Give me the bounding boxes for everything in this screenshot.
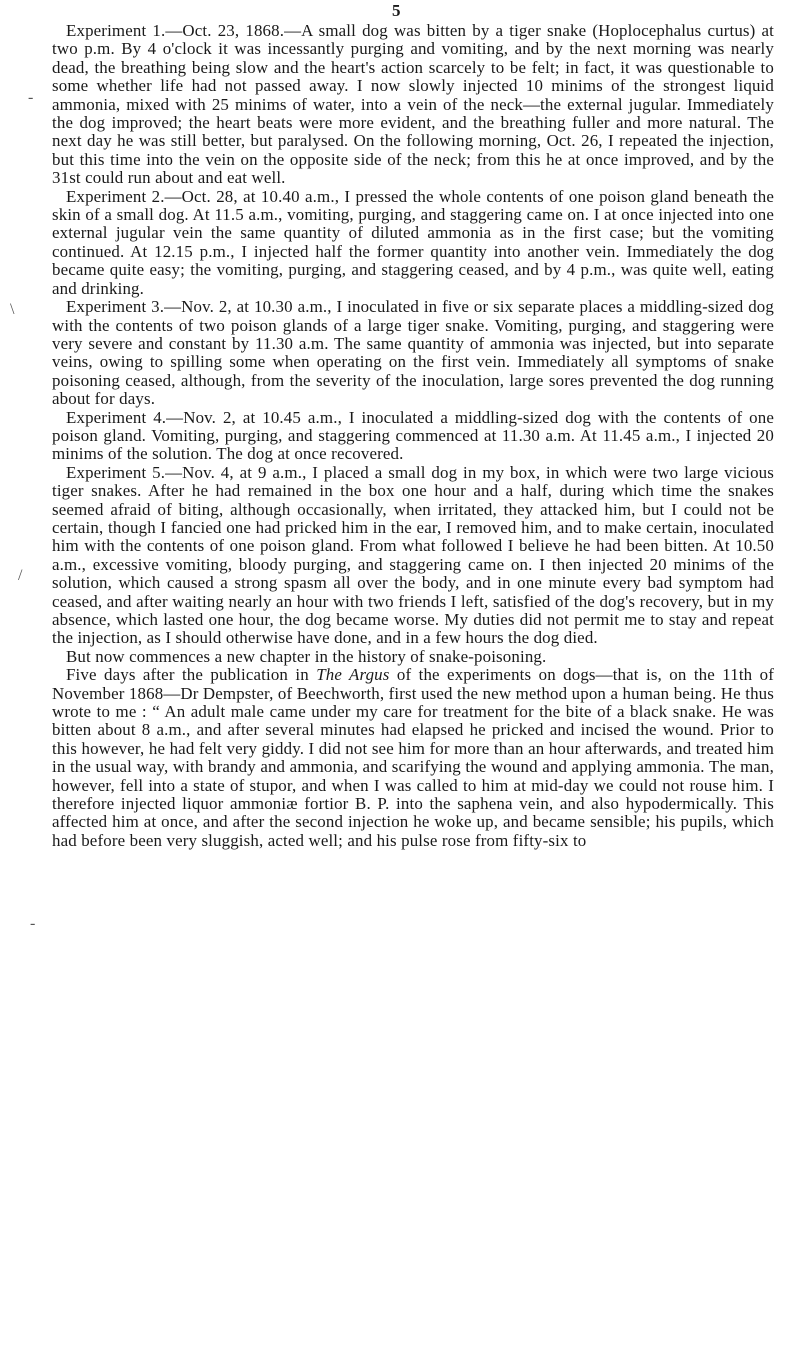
paragraph-dempster-case: [52, 666, 774, 850]
paragraph-experiment-2: Experiment 2.—Oct. 28, at 10.40 a.m., I pressed the whole contents of one poison gland beneath the skin of a small dog. At 11.5 a.m., vomiting, purging, and staggering came on. I at once injected into one external jugular vein the same quantity of diluted ammonia as in the first case; but the vomiting continued. At 12.15 p.m., I injected half the former quantity into another vein. Immediately the dog became quite easy; the vomiting, purging, and staggering ceased, and by 4 p.m., was quite well, eating and drinking.: [52, 186, 774, 298]
paragraph-experiment-5: Experiment 5.—Nov. 4, at 9 a.m., I placed a small dog in my box, in which were two large vicious tiger snakes. After he had remained in the box one hour and a half, during which time the snakes seemed afraid of biting, although occasionally, when irritated, they attacked him, but I could not be certain, though I fancied one had pricked him in the ear, I removed him, and to make certain, inoculated him with the contents of one poison gland. From what followed I believe he had been bitten. At 10.50 a.m., excessive vomiting, bloody purging, and staggering came on. I then injected 20 minims of the solution, which caused a strong spasm all over the body, and in one minute every bad symptom had ceased, and after waiting nearly an hour with two friends I left, satisfied of the dog's recovery, but in my absence, which lasted one hour, the dog became worse. My duties did not permit me to stay and repeat the injection, as I should otherwise have done, and in a few hours the dog died.: [52, 462, 774, 648]
paragraph-experiment-3: Experiment 3.—Nov. 2, at 10.30 a.m., I inoculated in five or six separate places a middling-sized dog with the contents of two poison glands of a large tiger snake. Vomiting, purging, and staggering were very severe and constant by 11.30 a.m. The same quantity of ammonia was injected, but into separate veins, owing to spilling some when operating on the first vein. Immediately all symptoms of snake poisoning ceased, although, from the severity of the inoculation, large sores prevented the dog running about for days.: [52, 297, 774, 409]
newspaper-title: The Argus: [316, 665, 390, 685]
margin-mark: /: [18, 567, 23, 584]
paragraph-experiment-1: Experiment 1.—Oct. 23, 1868.—A small dog was bitten by a tiger snake (Hoplocephalus curtus) at two p.m. By 4 o'clock it was incessantly purging and vomiting, and by the next morning was nearly dead, the breathing being slow and the heart's action scarcely to be felt; in fact, it was questionable to some whether life had not passed away. I now slowly injected 10 minims of the strongest liquid ammonia, mixed with 25 minims of water, into a vein of the neck—the external jugular. Immediately the dog improved; the heart beats were more evident, and the breathing fuller and more natural. The next day he was still better, but paralysed. On the following morning, Oct. 26, I repeated the injection, but this time into the vein on the opposite side of the neck; from this he at once improved, and by the 31st could run about and eat well.: [52, 21, 774, 188]
paragraph-new-chapter: But now commences a new chapter in the history of snake-poisoning.: [66, 646, 547, 666]
margin-mark: \: [10, 301, 15, 318]
text-span: Five days after the publication in: [66, 665, 317, 685]
body-text: [52, 22, 774, 850]
text-span: of the experiments on dogs—that is, on the 11th of November 1868—Dr Dempster, of Beechworth, first used the new method upon a human being. He thus wrote to me : “ An adult male came under my care for treatment for the bite of a black snake. He was bitten about 8 a.m., and after several minutes had elapsed he pricked and incised the wound. Prior to this however, he had felt very giddy. I did not see him for more than an hour afterwards, and treated him in the usual way, with brandy and ammonia, and scarifying the wound and applying ammonia. The man, however, fell into a state of stupor, and when I was called to him at mid-day we could not rouse him. I therefore injected liquor ammoniæ fortior B. P. into the saphena vein, and also hypodermically. This affected him at once, and after the second injection he woke up, and became sensible; his pupils, which had before been very sluggish, acted well; and his pulse rose from fifty-six to: [52, 665, 774, 850]
page-number: 5: [392, 1, 401, 20]
margin-mark: -: [30, 915, 36, 932]
margin-mark: -: [28, 89, 34, 106]
paragraph-experiment-4: Experiment 4.—Nov. 2, at 10.45 a.m., I inoculated a middling-sized dog with the contents of one poison gland. Vomiting, purging, and staggering commenced at 11.30 a.m. At 11.45 a.m., I injected 20 minims of the solution. The dog at once recovered.: [52, 407, 774, 464]
